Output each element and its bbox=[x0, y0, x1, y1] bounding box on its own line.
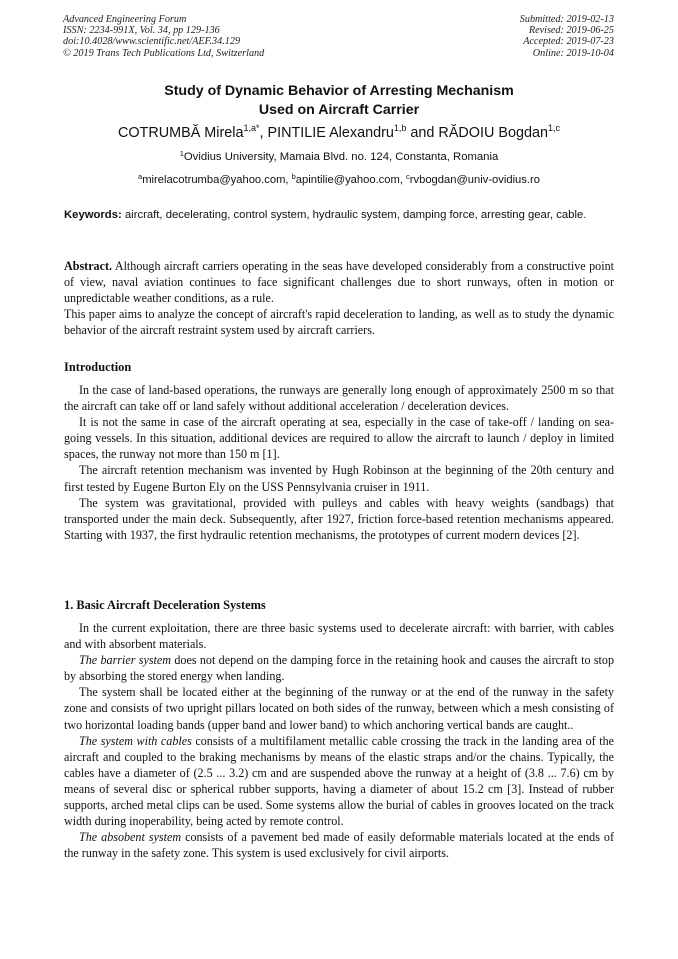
section-1-heading: 1. Basic Aircraft Deceleration Systems bbox=[64, 598, 266, 612]
date-revised: Revised: 2019-06-25 bbox=[528, 25, 614, 37]
author-1-sup: 1,a* bbox=[243, 123, 260, 133]
affiliation-sup: 1 bbox=[179, 149, 184, 158]
email-c-sup: c bbox=[406, 172, 410, 181]
author-2: PINTILIE Alexandru bbox=[267, 125, 394, 141]
email-b-sup: b bbox=[291, 172, 296, 181]
introduction-paragraph: The system was gravitational, provided with pulleys and cables with heavy weights (sandbags) that transported under the main deck. Subsequently, after 1927, friction force-based retention mechanisms appeared. Starting with 1937, the first hydraulic retention mechanisms, the prototypes of current modern devices [2]. bbox=[64, 495, 614, 542]
title-line-1: Study of Dynamic Behavior of Arresting Mechanism bbox=[164, 83, 514, 99]
section-1-paragraph: The system shall be located either at the beginning of the runway or at the end of the runway in the safety zone and consists of two upright pillars located on both sides of the runway, between which a mesh consisting of two horizontal loading bands (upper band and lower band) to which anchoring vertical bands are caught.. bbox=[64, 685, 614, 732]
email-a-sup: a bbox=[138, 172, 143, 181]
section-1-paragraph: In the current exploitation, there are three basic systems used to decelerate aircraft: with barrier, with cables and with absorbent materials. bbox=[64, 621, 614, 652]
affiliation bbox=[0, 150, 678, 164]
date-online: Online: 2019-10-04 bbox=[532, 47, 614, 59]
section-1-paragraph: The barrier system does not depend on the damping force in the retaining hook and causes the aircraft to stop by absorbing the stored energy when landing. bbox=[64, 653, 614, 684]
email-a: mirelacotrumba@yahoo.com, bbox=[142, 174, 292, 186]
author-2-sup: 1,b bbox=[393, 123, 407, 133]
author-3-sup: 1,c bbox=[548, 123, 561, 133]
journal-issn: ISSN: 2234-991X, Vol. 34, pp 129-136 bbox=[63, 25, 220, 37]
abstract-paragraph bbox=[64, 258, 614, 306]
absorbent-system-term: The absobent system bbox=[79, 830, 182, 845]
section-1-body bbox=[64, 620, 614, 861]
abstract-label: Abstract. bbox=[64, 259, 113, 273]
author-1: COTRUMBĂ Mirela bbox=[117, 125, 244, 141]
introduction-heading: Introduction bbox=[64, 360, 132, 374]
introduction-paragraph: It is not the same in case of the aircraft operating at sea, especially in the case of take-off / landing on sea-going vessels. In this situation, additional devices are required to allow the aircraft to launch / deploy in limited spaces, the runway not more than 150 m [1]. bbox=[64, 415, 614, 462]
journal-copyright: © 2019 Trans Tech Publications Ltd, Switzerland bbox=[63, 47, 265, 59]
keywords bbox=[64, 208, 614, 224]
section-1-paragraph: The system with cables consists of a multifilament metallic cable crossing the track in the landing area of the aircraft and coupled to the braking mechanisms by means of the elastic straps and/or the chains. Typically, the cables have a diameter of (2.5 ... 3.2) cm and are suspended above the runway at a height of (3.8 ... 7.6) cm by means of several disc or spherical rubber supports, having a diameter of about 15.2 cm [3]. Instead of rubber supports, arched metal clips can be used. Some systems allow the burial of cables in grooves located on the track width during inoperability, being acted by remote control. bbox=[64, 733, 614, 829]
email-c: rvbogdan@univ-ovidius.ro bbox=[409, 174, 540, 186]
barrier-system-term: The barrier system bbox=[79, 653, 172, 668]
author-emails bbox=[0, 173, 678, 187]
author-list bbox=[0, 124, 678, 142]
abstract bbox=[64, 258, 614, 338]
author-3: RĂDOIU Bogdan bbox=[438, 125, 549, 141]
introduction-paragraph: The aircraft retention mechanism was invented by Hugh Robinson at the beginning of the 20th century and first tested by Eugene Burton Ely on the USS Pennsylvania cruiser in 1911. bbox=[64, 463, 614, 494]
date-accepted: Accepted: 2019-07-23 bbox=[523, 36, 614, 48]
title-line-2: Used on Aircraft Carrier bbox=[258, 102, 420, 118]
journal-info bbox=[63, 14, 264, 59]
affiliation-text: Ovidius University, Mamaia Blvd. no. 124, Constanta, Romania bbox=[183, 151, 499, 163]
author-separator: , bbox=[259, 125, 268, 141]
author-separator: and bbox=[406, 125, 439, 141]
abstract-p1: Although aircraft carriers operating in the seas have developed considerably from a constructive point of view, naval aviation continues to face significant challenges due to short runways, often in motion or unpredictable weather conditions, as a rule. bbox=[64, 259, 614, 306]
date-submitted: Submitted: 2019-02-13 bbox=[519, 14, 614, 25]
section-1-paragraph: The absobent system consists of a pavement bed made of easily deformable materials located at the ends of the runway in the safety zone. This system is used exclusively for civil airports. bbox=[64, 830, 614, 861]
journal-doi: doi:10.4028/www.scientific.net/AEF.34.129 bbox=[63, 36, 241, 48]
cable-system-term: The system with cables bbox=[79, 733, 192, 748]
journal-name: Advanced Engineering Forum bbox=[63, 14, 187, 25]
keywords-text: aircraft, decelerating, control system, hydraulic system, damping force, arresting gear, cable. bbox=[121, 209, 587, 221]
publication-dates bbox=[520, 14, 614, 59]
keywords-label: Keywords: bbox=[64, 209, 122, 221]
introduction-paragraph: In the case of land-based operations, the runways are generally long enough of approximately 2500 m so that the aircraft can take off or land safely without additional acceleration / deceleration devices. bbox=[64, 383, 614, 414]
paper-title bbox=[0, 82, 678, 120]
email-b: apintilie@yahoo.com, bbox=[295, 174, 407, 186]
abstract-paragraph: This paper aims to analyze the concept of aircraft's rapid deceleration to landing, as well as to study the dynamic behavior of the aircraft restraint system used by aircraft carriers. bbox=[64, 307, 614, 338]
introduction-body bbox=[64, 382, 614, 543]
